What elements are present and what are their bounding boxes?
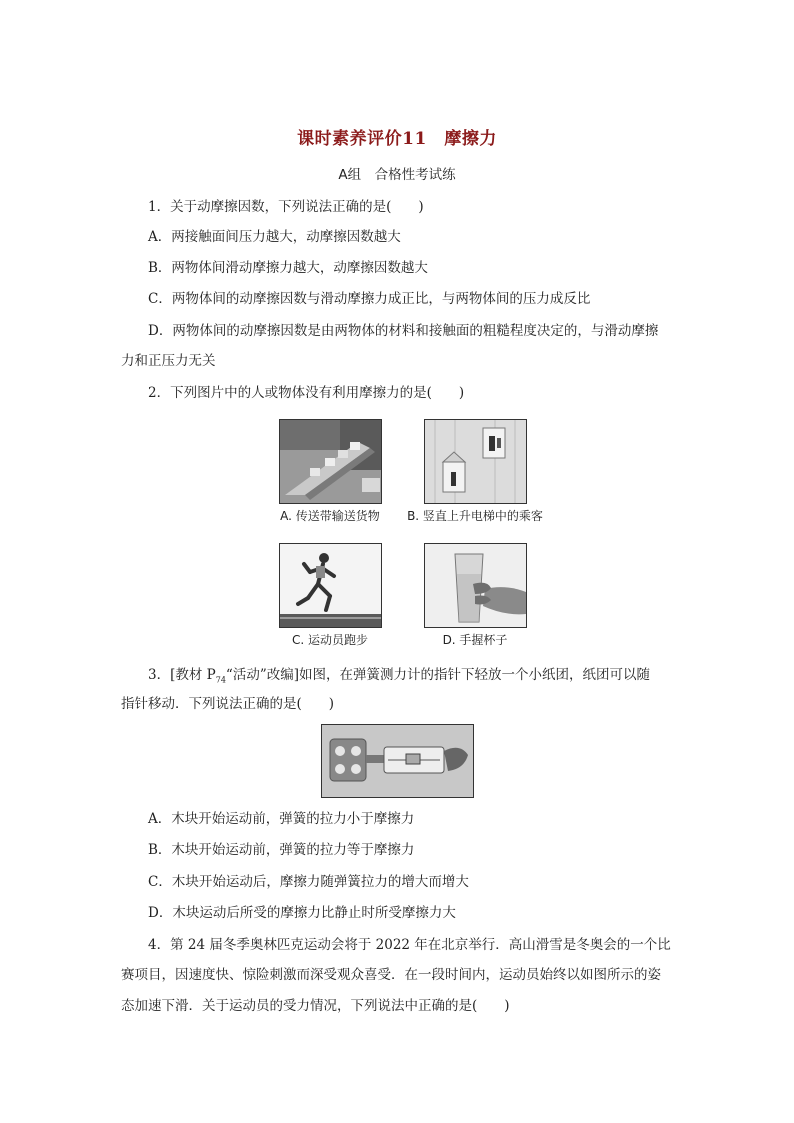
q4-line3: 态加速下滑．关于运动员的受力情况，下列说法中正确的是( )	[121, 998, 510, 1014]
q3-option-d: D．木块运动后所受的摩擦力比静止时所受摩擦力大	[148, 905, 456, 921]
q1-stem: 1．关于动摩擦因数，下列说法正确的是( )	[148, 199, 424, 215]
q3-stem-line2: 指针移动．下列说法正确的是( )	[121, 696, 335, 712]
figure-c-caption: C. 运动员跑步	[291, 633, 368, 647]
q1-option-b: B．两物体间滑动摩擦力越大，动摩擦因数越大	[148, 260, 428, 276]
figure-d-caption: D. 手握杯子	[442, 633, 508, 647]
q3-option-c: C．木块开始运动后，摩擦力随弹簧拉力的增大而增大	[148, 874, 469, 890]
q3-option-b: B．木块开始运动前，弹簧的拉力等于摩擦力	[148, 842, 415, 858]
q1-option-c: C．两物体间的动摩擦因数与滑动摩擦力成正比，与两物体间的压力成反比	[148, 291, 591, 307]
page-title: 课时素养评价11 摩擦力	[297, 129, 497, 149]
q2-stem: 2．下列图片中的人或物体没有利用摩擦力的是( )	[148, 385, 465, 401]
figure-b-caption: B. 竖直上升电梯中的乘客	[407, 509, 543, 523]
q1-option-d-line1: D．两物体间的动摩擦因数是由两物体的材料和接触面的粗糙程度决定的，与滑动摩擦	[148, 323, 659, 339]
q1-option-a: A．两接触面间压力越大，动摩擦因数越大	[148, 229, 401, 245]
q3-stem-line1: 3．[教材 $P_{74}“$活动”改编]如图，在弹簧测力计的指针下轻放一个小纸团，纸团可以随	[148, 667, 650, 685]
q1-option-d-line2: 力和正压力无关	[121, 353, 216, 369]
section-heading: A组 合格性考试练	[338, 167, 456, 183]
spring-scale-image	[321, 724, 474, 798]
hand-holding-cup-image	[424, 543, 527, 628]
q3-option-a: A．木块开始运动前，弹簧的拉力小于摩擦力	[148, 811, 415, 827]
conveyor-belt-image	[279, 419, 382, 504]
q4-line2: 赛项目，因速度快、惊险刺激而深受观众喜受．在一段时间内，运动员始终以如图所示的姿	[121, 967, 661, 983]
figure-a-caption: A. 传送带输送货物	[280, 509, 380, 523]
elevator-image	[424, 419, 527, 504]
q4-line1: 4．第 24 届冬季奥林匹克运动会将于 2022 年在北京举行．高山滑雪是冬奥会的一个比	[148, 937, 671, 953]
runner-image	[279, 543, 382, 628]
